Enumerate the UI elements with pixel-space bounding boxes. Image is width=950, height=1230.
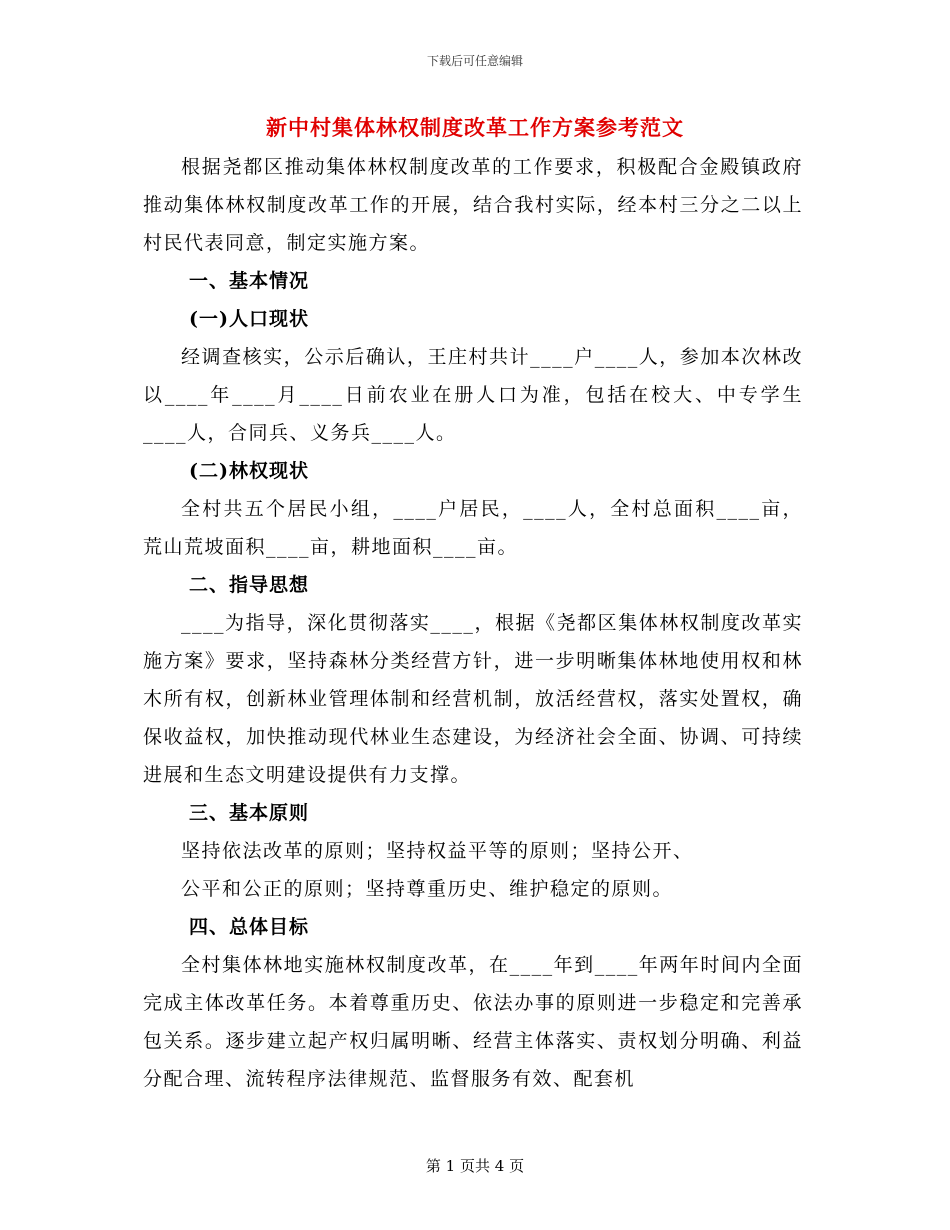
intro-paragraph: 根据尧都区推动集体林权制度改革的工作要求，积极配合金殿镇政府推动集体林权制度改革工作的开展，结合我村实际，经本村三分之二以上村民代表同意，制定实施方案。 bbox=[143, 156, 803, 254]
section-heading-basic-principles: 三、基本原则 bbox=[189, 802, 310, 824]
page-footer: 第 1 页共 4 页 bbox=[425, 1157, 525, 1175]
principles-line-2: 公平和公正的原则；坚持尊重历史、维护稳定的原则。 bbox=[181, 878, 674, 900]
section-heading-guiding-thought: 二、指导思想 bbox=[189, 574, 310, 596]
subsection-heading-population: (一)人口现状 bbox=[189, 308, 309, 330]
subsection-heading-forest-rights: (二)林权现状 bbox=[189, 460, 309, 482]
document-body bbox=[143, 148, 803, 1098]
document-title: 新中村集体林权制度改革工作方案参考范文 bbox=[266, 115, 684, 140]
forest-rights-paragraph: 全村共五个居民小组，____户居民，____人，全村总面积____亩，荒山荒坡面积____亩，耕地面积____亩。 bbox=[143, 498, 803, 558]
section-heading-basic-situation: 一、基本情况 bbox=[189, 270, 310, 292]
section-heading-overall-goal: 四、总体目标 bbox=[189, 916, 310, 938]
page-header-note: 下载后可任意编辑 bbox=[426, 54, 523, 68]
overall-goal-paragraph: 全村集体林地实施林权制度改革，在____年到____年两年时间内全面完成主体改革任务。本着尊重历史、依法办事的原则进一步稳定和完善承包关系。逐步建立起产权归属明晰、经营主体落实、责权划分明确、利益分配合理、流转程序法律规范、监督服务有效、配套机 bbox=[143, 954, 803, 1090]
principles-line-1: 坚持依法改革的原则；坚持权益平等的原则；坚持公开、 bbox=[181, 840, 694, 862]
population-paragraph: 经调查核实，公示后确认，王庄村共计____户____人，参加本次林改以____年____月____日前农业在册人口为准，包括在校大、中专学生____人，合同兵、义务兵____人。 bbox=[143, 346, 803, 444]
guiding-thought-paragraph: ____为指导，深化贯彻落实____，根据《尧都区集体林权制度改革实施方案》要求，坚持森林分类经营方针，进一步明晰集体林地使用权和林木所有权，创新林业管理体制和经营机制，放活经营权，落实处置权，确保收益权，加快推动现代林业生态建设，为经济社会全面、协调、可持续进展和生态文明建设提供有力支撑。 bbox=[143, 612, 803, 786]
